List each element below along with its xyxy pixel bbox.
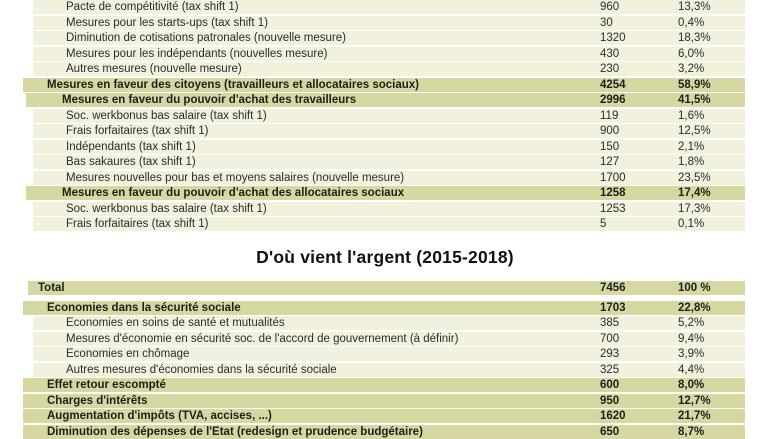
row-amount: 1700: [600, 171, 626, 184]
table-row: [0, 281, 770, 295]
table-row: [0, 155, 770, 169]
row-percent: 8,0%: [678, 379, 705, 391]
table-row: [0, 93, 770, 107]
table-row: [0, 109, 770, 123]
table-row: [0, 301, 770, 315]
row-amount: 30: [600, 16, 613, 29]
row-amount: 5: [600, 218, 607, 230]
row-label: Soc. werkbonus bas salaire (tax shift 1): [66, 202, 267, 215]
row-percent: 3,2%: [678, 63, 705, 75]
row-percent: 3,9%: [678, 348, 705, 360]
row-label: Economies en chômage: [66, 348, 190, 360]
row-percent: 4,4%: [678, 363, 705, 376]
table-row: [0, 78, 770, 92]
table-row: [0, 171, 770, 185]
row-label: Effet retour escompté: [47, 379, 166, 391]
row-amount: 4254: [600, 78, 626, 91]
table-row: [0, 16, 770, 30]
row-amount: 1320: [600, 32, 626, 44]
row-amount: 950: [600, 394, 620, 407]
row-percent: 58,9%: [678, 78, 711, 91]
row-percent: 1,8%: [678, 156, 705, 168]
table-row: [0, 202, 770, 216]
table-row: [0, 363, 770, 377]
row-amount: 230: [600, 63, 620, 75]
row-amount: 650: [600, 425, 620, 438]
row-amount: 150: [600, 140, 620, 153]
row-label: Diminution des dépenses de l'Etat (redesign et prudence budgétaire): [47, 425, 423, 438]
row-amount: 600: [600, 379, 620, 391]
table-row: [0, 62, 770, 76]
row-label: Mesures en faveur des citoyens (travailleurs et allocataires sociaux): [47, 78, 420, 91]
row-percent: 18,3%: [678, 32, 711, 44]
row-label: Mesures d'économie en sécurité soc. de l'accord de gouvernement (à définir): [66, 332, 459, 345]
row-percent: 1,6%: [678, 109, 705, 122]
table-row: [0, 186, 770, 200]
row-percent: 5,2%: [678, 317, 705, 329]
row-label: Economies en soins de santé et mutualités: [66, 317, 285, 329]
table-row: [0, 347, 770, 361]
table-row: [0, 394, 770, 408]
row-percent: 0,1%: [678, 218, 705, 230]
table-row: [0, 332, 770, 346]
row-amount: 1703: [600, 301, 626, 314]
row-percent: 12,5%: [678, 125, 711, 137]
row-amount: 293: [600, 348, 620, 360]
row-label: Bas sakaures (tax shift 1): [66, 156, 196, 168]
table-row: [0, 31, 770, 45]
table-row: [0, 140, 770, 154]
row-label: Total: [38, 281, 65, 294]
row-label: Indépendants (tax shift 1): [66, 140, 196, 153]
row-amount: 325: [600, 363, 620, 376]
row-label: Frais forfaitaires (tax shift 1): [66, 218, 209, 230]
row-amount: 1620: [600, 410, 626, 422]
row-percent: 2,1%: [678, 140, 705, 153]
row-amount: 1258: [600, 187, 626, 199]
row-percent: 41,5%: [678, 94, 711, 106]
table-row: [0, 124, 770, 138]
row-percent: 9,4%: [678, 332, 705, 345]
row-amount: 960: [600, 1, 620, 13]
row-percent: 22,8%: [678, 301, 711, 314]
row-percent: 13,3%: [678, 1, 711, 13]
row-label: Frais forfaitaires (tax shift 1): [66, 125, 209, 137]
table-row: [0, 0, 770, 14]
row-label: Mesures en faveur du pouvoir d'achat des travailleurs: [62, 94, 357, 106]
row-label: Diminution de cotisations patronales (nouvelle mesure): [66, 32, 346, 44]
row-background-band: [28, 281, 745, 295]
row-percent: 23,5%: [678, 171, 711, 184]
row-label: Mesures nouvelles pour bas et moyens salaires (nouvelle mesure): [66, 171, 405, 184]
row-percent: 100 %: [678, 281, 711, 294]
table-row: [0, 409, 770, 423]
row-percent: 0,4%: [678, 16, 705, 29]
row-amount: 1253: [600, 202, 626, 215]
row-amount: 7456: [600, 281, 626, 294]
row-percent: 17,4%: [678, 187, 711, 199]
row-percent: 17,3%: [678, 202, 711, 215]
row-percent: 12,7%: [678, 394, 711, 407]
row-amount: 119: [600, 109, 619, 122]
row-label: Charges d'intérêts: [47, 394, 148, 407]
row-amount: 2996: [600, 94, 626, 106]
row-amount: 385: [600, 317, 620, 329]
row-label: Economies dans la sécurité sociale: [47, 301, 241, 314]
row-label: Pacte de compétitivité (tax shift 1): [66, 1, 239, 13]
row-percent: 8,7%: [678, 425, 705, 438]
table-row: [0, 47, 770, 61]
row-label: Autres mesures d'économies dans la sécurité sociale: [66, 363, 337, 376]
row-label: Autres mesures (nouvelle mesure): [66, 63, 242, 75]
row-percent: 21,7%: [678, 410, 711, 422]
table-row: [0, 217, 770, 231]
row-amount: 430: [600, 47, 620, 60]
row-percent: 6,0%: [678, 47, 705, 60]
row-label: Augmentation d'impôts (TVA, accises, ...): [47, 410, 272, 422]
row-label: Soc. werkbonus bas salaire (tax shift 1): [66, 109, 267, 122]
row-amount: 127: [600, 156, 620, 168]
table-row: [0, 378, 770, 392]
row-label: Mesures pour les indépendants (nouvelles mesure): [66, 47, 328, 60]
row-label: Mesures pour les starts-ups (tax shift 1): [66, 16, 268, 29]
row-amount: 900: [600, 125, 620, 137]
row-label: Mesures en faveur du pouvoir d'achat des allocataires sociaux: [62, 187, 405, 199]
table-row: [0, 316, 770, 330]
row-amount: 700: [600, 332, 620, 345]
table-where-money-comes-from: [0, 281, 770, 439]
section-title: D'où vient l'argent (2015-2018): [256, 247, 514, 267]
